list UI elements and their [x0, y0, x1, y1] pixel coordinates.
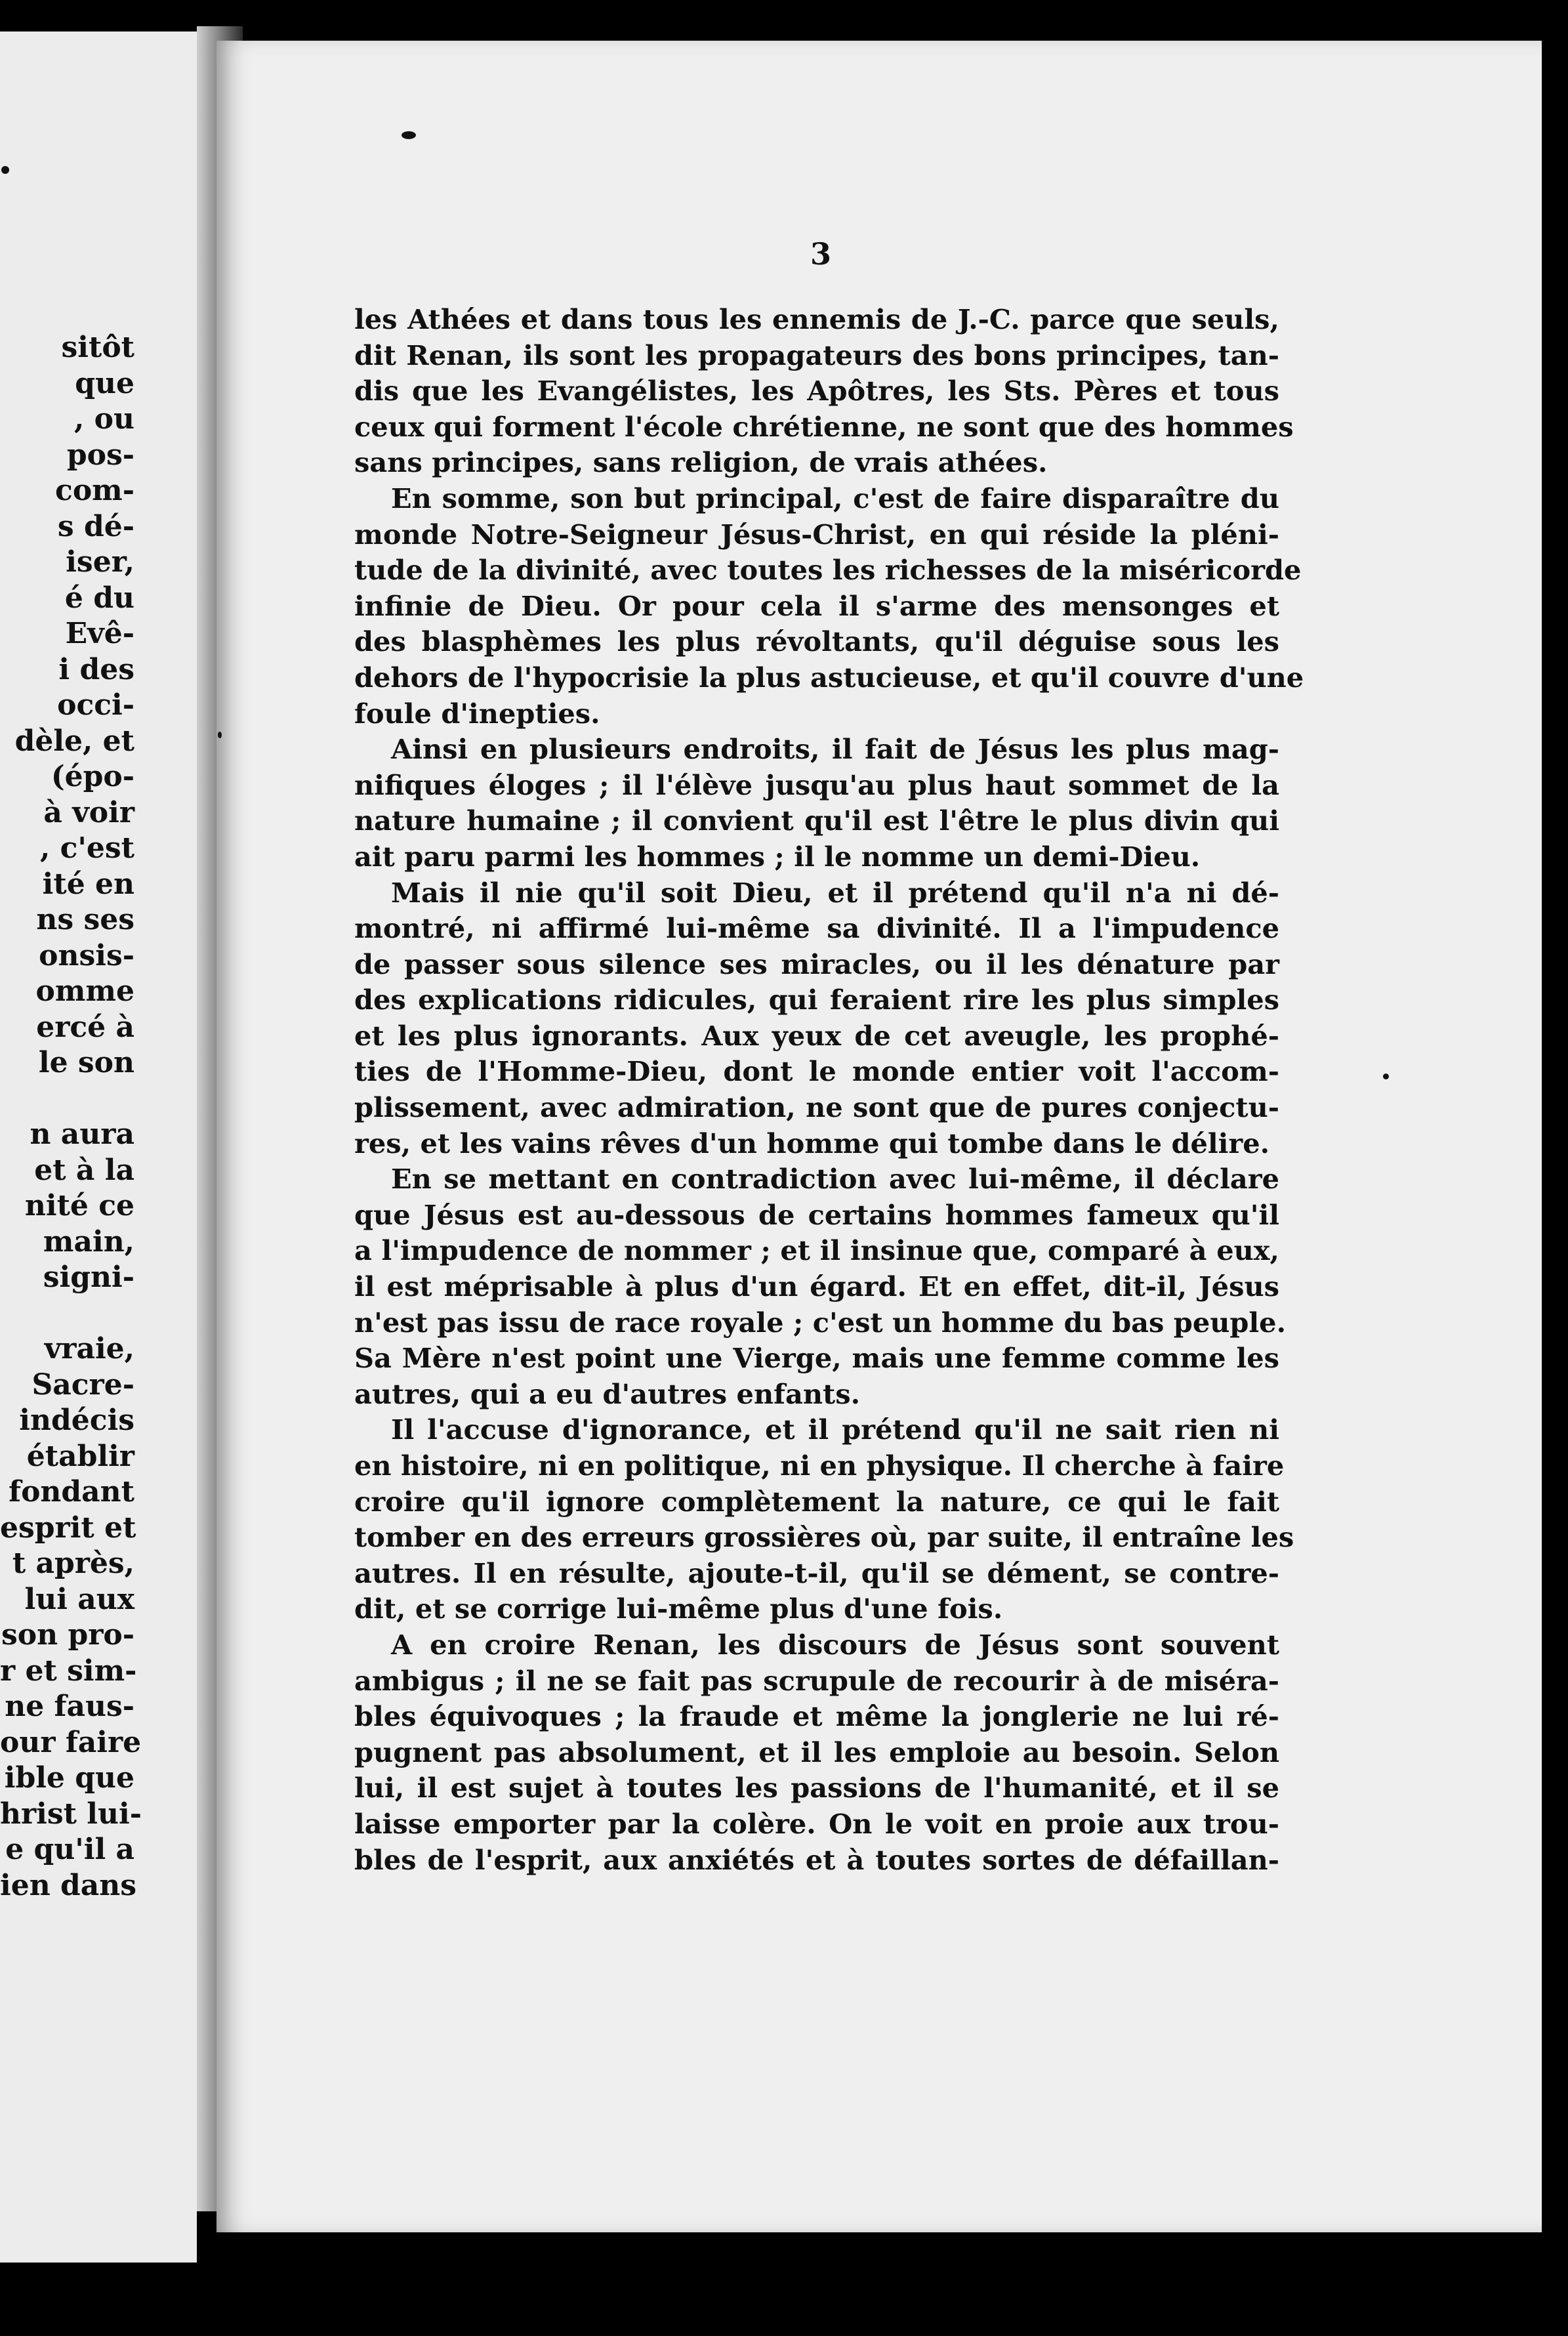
left-page-line: fondant — [9, 1475, 134, 1509]
text-line: foule d'inepties. — [354, 697, 600, 730]
left-page-line: ns ses — [36, 903, 134, 936]
page-edge-shadow — [1542, 46, 1568, 2231]
text-line: tomber en des erreurs grossières où, par suite, il entraîne les — [354, 1521, 1294, 1554]
left-page-line: omme — [35, 974, 134, 1008]
text-line: En se mettant en contradiction avec lui-même, il déclare — [391, 1163, 1279, 1196]
text-line: ait paru parmi les hommes ; il le nomme un demi-Dieu. — [354, 840, 1201, 873]
text-line: monde Notre-Seigneur Jésus-Christ, en qui réside la pléni- — [354, 518, 1279, 551]
left-page-text — [0, 330, 142, 1904]
text-line: ambigus ; il ne se fait pas scrupule de recourir à de miséra- — [354, 1664, 1279, 1697]
left-page-line: sitôt — [61, 331, 134, 364]
text-line: dit Renan, ils sont les propagateurs des bons principes, tan- — [354, 339, 1279, 371]
ink-speck — [1383, 1074, 1389, 1079]
left-page-line: esprit et — [0, 1511, 136, 1545]
left-page-line: onsis- — [39, 938, 134, 972]
left-page-line: ien dans — [0, 1868, 137, 1902]
text-line: Il l'accuse d'ignorance, et il prétend qu'il ne sait rien ni — [391, 1413, 1279, 1446]
ink-speck — [1, 166, 9, 174]
ink-speck — [218, 732, 222, 738]
body-text — [354, 302, 1304, 1878]
text-line: bles équivoques ; la fraude et même la jonglerie ne lui ré- — [354, 1700, 1279, 1733]
text-line: pugnent pas absolument, et il les emploie au besoin. Selon — [354, 1736, 1279, 1768]
left-page-line: que — [75, 366, 134, 400]
text-line: n'est pas issu de race royale ; c'est un homme du bas peuple. — [354, 1306, 1287, 1339]
left-page-line — [0, 1081, 134, 1117]
left-page-line: main, — [43, 1224, 134, 1259]
left-page-line: , c'est — [40, 831, 134, 865]
left-page-line: vraie, — [44, 1332, 134, 1366]
text-line: Ainsi en plusieurs endroits, il fait de Jésus les plus mag- — [391, 733, 1279, 766]
left-page-line: pos- — [66, 438, 134, 472]
left-page-line: t après, — [12, 1547, 134, 1580]
left-page-line: signi- — [43, 1261, 134, 1294]
left-page-line: ité en — [42, 867, 134, 901]
text-line: a l'impudence de nommer ; et il insinue que, comparé à eux, — [354, 1234, 1279, 1267]
left-page-line: indécis — [19, 1404, 134, 1437]
text-line: les Athées et dans tous les ennemis de J.-C. parce que seuls, — [354, 303, 1279, 335]
left-page-line: ible que — [4, 1761, 134, 1795]
text-line: plissement, avec admiration, ne sont que de pures conjectu- — [354, 1091, 1279, 1124]
text-line: res, et les vains rêves d'un homme qui tombe dans le délire. — [354, 1127, 1270, 1159]
left-page-line: iser, — [66, 545, 134, 579]
text-line: de passer sous silence ses miracles, ou il les dénature par — [354, 948, 1279, 980]
left-page-line: son pro- — [1, 1618, 134, 1652]
ink-speck — [402, 131, 416, 139]
left-page-line: , ou — [74, 402, 134, 436]
text-line: Sa Mère n'est point une Vierge, mais une femme comme les — [354, 1342, 1279, 1375]
text-line: tude de la divinité, avec toutes les richesses de la miséricorde — [354, 554, 1302, 587]
text-line: en histoire, ni en politique, ni en physique. Il cherche à faire — [354, 1450, 1285, 1482]
left-page-line: com- — [55, 474, 134, 507]
text-line: lui, il est sujet à toutes les passions de l'humanité, et il se — [354, 1772, 1279, 1804]
left-page-line: our faire — [0, 1725, 142, 1759]
text-line: ceux qui forment l'école chrétienne, ne sont que des hommes — [354, 410, 1294, 443]
text-line: dis que les Evangélistes, les Apôtres, les Sts. Pères et tous — [354, 375, 1279, 407]
left-page-line: r et sim- — [0, 1654, 137, 1688]
left-page-line: hrist lui- — [0, 1797, 142, 1831]
text-line: dit, et se corrige lui-même plus d'une fois. — [354, 1593, 1003, 1625]
left-page-line: dèle, et — [14, 724, 134, 758]
text-line: montré, ni affirmé lui-même sa divinité. Il a l'impudence — [354, 912, 1279, 945]
text-line: et les plus ignorants. Aux yeux de cet aveugle, les prophé- — [354, 1019, 1279, 1052]
text-line: croire qu'il ignore complètement la nature, ce qui le fait — [354, 1485, 1279, 1518]
left-page-line: établir — [26, 1439, 134, 1473]
text-line: ties de l'Homme-Dieu, dont le monde entier voit l'accom- — [354, 1055, 1279, 1088]
left-page-line: é du — [64, 581, 134, 615]
left-page-line: le son — [38, 1046, 134, 1079]
text-line: autres. Il en résulte, ajoute-t-il, qu'il se dément, se contre- — [354, 1556, 1279, 1589]
text-line: autres, qui a eu d'autres enfants. — [354, 1377, 861, 1410]
left-page-line: à voir — [43, 795, 134, 829]
text-line: il est méprisable à plus d'un égard. Et en effet, dit-il, Jésus — [354, 1270, 1279, 1303]
text-line: sans principes, sans religion, de vrais athées. — [354, 446, 1048, 479]
text-line: bles de l'esprit, aux anxiétés et à toutes sortes de défaillan- — [354, 1843, 1279, 1876]
text-line: des blasphèmes les plus révoltants, qu'il déguise sous les — [354, 625, 1279, 658]
left-page-line: ne faus- — [5, 1690, 134, 1723]
text-line: nature humaine ; il convient qu'il est l'être le plus divin qui — [354, 804, 1279, 837]
text-line: En somme, son but principal, c'est de faire disparaître du — [391, 482, 1279, 514]
left-page-line: ercé à — [36, 1010, 134, 1044]
text-line: des explications ridicules, qui feraient rire les plus simples — [354, 984, 1279, 1016]
left-page-line: nité ce — [24, 1189, 134, 1222]
left-page-line: i des — [58, 652, 134, 686]
left-page-line: et à la — [34, 1153, 134, 1187]
left-page — [0, 31, 197, 2263]
left-page-line: e qu'il a — [5, 1833, 134, 1866]
left-page-line: (épo- — [51, 760, 134, 793]
left-page-line: Sacre- — [31, 1367, 134, 1402]
text-line: A en croire Renan, les discours de Jésus sont souvent — [391, 1628, 1279, 1661]
text-line: infinie de Dieu. Or pour cela il s'arme des mensonges et — [354, 589, 1279, 622]
text-line: dehors de l'hypocrisie la plus astucieuse, et qu'il couvre d'une — [354, 661, 1304, 694]
page-number: 3 — [810, 236, 832, 272]
text-line: que Jésus est au-dessous de certains hommes fameux qu'il — [354, 1198, 1279, 1231]
text-line: nifiques éloges ; il l'élève jusqu'au plus haut sommet de la — [354, 768, 1279, 801]
left-page-line: Evê- — [65, 617, 134, 650]
text-line: Mais il nie qu'il soit Dieu, et il prétend qu'il n'a ni dé- — [391, 876, 1279, 909]
text-line: laisse emporter par la colère. On le voit en proie aux trou- — [354, 1807, 1279, 1840]
left-page-line: occi- — [57, 688, 134, 722]
left-page-line: s dé- — [57, 509, 134, 543]
left-page-line: n aura — [30, 1117, 134, 1151]
left-page-line — [0, 1296, 134, 1332]
left-page-line: lui aux — [24, 1582, 134, 1616]
